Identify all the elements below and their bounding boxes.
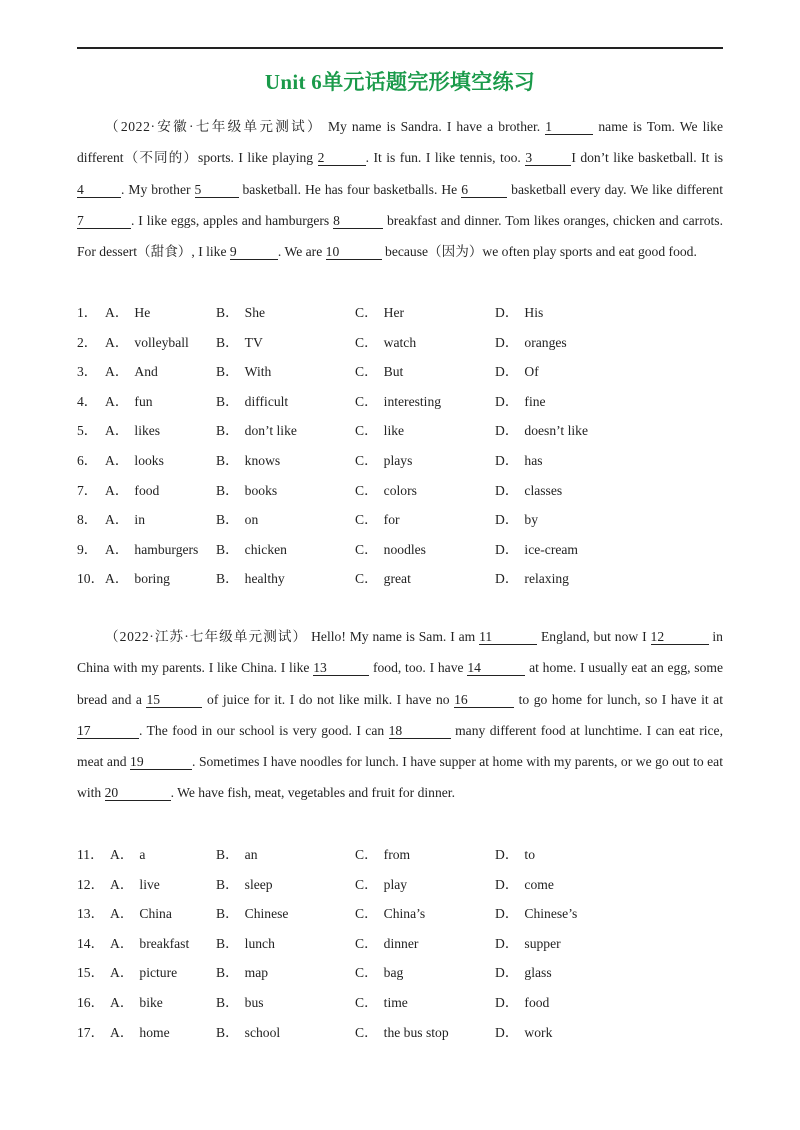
option-a[interactable]: A． volleyball	[105, 334, 189, 350]
question-row	[77, 1018, 723, 1048]
passage-text: England, but now I	[537, 629, 651, 644]
blank-20[interactable]: 20	[105, 785, 171, 801]
option-d[interactable]: D． His	[495, 305, 544, 320]
passage-text: name is Tom. We like different（不同的）sports. I like playing	[77, 119, 723, 166]
passage-text: in China with my parents. I like China. I like	[77, 629, 723, 676]
option-d[interactable]: D． glass	[495, 965, 552, 981]
option-c[interactable]: C． time	[355, 994, 408, 1010]
question-number: 1．	[77, 305, 98, 320]
passage-2	[77, 621, 723, 809]
option-a[interactable]: A． And	[105, 364, 158, 380]
passage-text: many different food at lunchtime. I can eat rice, meat and	[77, 722, 723, 770]
question-row	[77, 298, 723, 328]
option-c[interactable]: C． colors	[355, 482, 417, 498]
option-c[interactable]: C． dinner	[355, 935, 419, 951]
question-row	[77, 988, 723, 1018]
option-a[interactable]: A． likes	[105, 423, 161, 439]
question-row	[77, 840, 723, 870]
question-number: 4．	[77, 393, 98, 409]
option-a[interactable]: A． boring	[105, 571, 170, 587]
blank-5[interactable]: 5	[195, 182, 239, 198]
option-d[interactable]: D． by	[495, 512, 539, 528]
passage-text: basketball. He has four basketballs. He	[238, 181, 462, 197]
option-b[interactable]: B． don’t like	[216, 423, 297, 439]
option-c[interactable]: C． interesting	[355, 393, 442, 409]
question-row	[77, 446, 723, 476]
header-rule	[77, 47, 723, 49]
blank-15[interactable]: 15	[146, 692, 202, 708]
option-a[interactable]: A． hamburgers	[105, 541, 199, 557]
blank-6[interactable]: 6	[461, 182, 507, 198]
question-list-1	[77, 298, 723, 594]
question-row	[77, 564, 723, 594]
blank-17[interactable]: 17	[77, 723, 139, 739]
passage-text: breakfast and dinner. Tom likes oranges, chicken and carrots. For dessert（甜食）, I like	[77, 212, 723, 260]
option-d[interactable]: D． oranges	[495, 334, 567, 350]
option-d[interactable]: D． relaxing	[495, 571, 569, 587]
passage-source: （2022·江苏·七年级单元测试）	[105, 629, 308, 644]
passage-text: Hello! My name is Sam. I am	[307, 629, 480, 644]
question-row	[77, 958, 723, 988]
option-c[interactable]: C． play	[355, 876, 408, 892]
passage-text: I don’t like basketball. It is	[571, 150, 724, 166]
question-row	[77, 357, 723, 387]
option-b[interactable]: B． She	[216, 305, 266, 320]
option-a[interactable]: A． a	[110, 847, 146, 862]
question-row	[77, 505, 723, 535]
question-number: 12．	[77, 876, 105, 892]
passage-text: food, too. I have	[369, 660, 468, 676]
option-d[interactable]: D． doesn’t like	[495, 423, 588, 439]
option-c[interactable]: C． But	[355, 364, 404, 380]
option-b[interactable]: B． lunch	[216, 935, 275, 951]
option-b[interactable]: B． an	[216, 847, 258, 862]
blank-19[interactable]: 19	[130, 754, 192, 770]
blank-1[interactable]: 1	[545, 119, 593, 135]
option-b[interactable]: B． Chinese	[216, 906, 289, 922]
option-b[interactable]: B． bus	[216, 994, 264, 1010]
option-c[interactable]: C． from	[355, 847, 411, 862]
option-d[interactable]: D． has	[495, 452, 543, 468]
blank-8[interactable]: 8	[333, 213, 383, 229]
option-d[interactable]: D． supper	[495, 935, 561, 951]
option-d[interactable]: D． work	[495, 1024, 553, 1040]
option-b[interactable]: B． knows	[216, 452, 281, 468]
option-a[interactable]: A． picture	[110, 965, 178, 981]
option-b[interactable]: B． on	[216, 512, 259, 528]
blank-10[interactable]: 10	[326, 244, 382, 260]
blank-16[interactable]: 16	[454, 692, 514, 708]
option-a[interactable]: A． fun	[105, 393, 153, 409]
blank-11[interactable]: 11	[479, 629, 537, 645]
question-number: 3．	[77, 364, 98, 380]
option-a[interactable]: A． live	[110, 876, 160, 892]
passage-source: （2022·安徽·七年级单元测试）	[105, 119, 323, 134]
passage-text: to go home for lunch, so I have it at	[514, 691, 723, 707]
question-number: 13．	[77, 906, 105, 922]
question-list-2	[77, 840, 723, 1047]
question-row	[77, 929, 723, 959]
option-a[interactable]: A． food	[105, 482, 160, 498]
option-d[interactable]: D． classes	[495, 482, 563, 498]
passage-text: . The food in our school is very good. I can	[139, 722, 389, 738]
passage-text: of juice for it. I do not like milk. I have no	[202, 691, 455, 707]
option-d[interactable]: D． Chinese’s	[495, 906, 578, 922]
option-b[interactable]: B． school	[216, 1024, 281, 1040]
option-a[interactable]: A． in	[105, 512, 145, 528]
option-b[interactable]: B． sleep	[216, 876, 273, 892]
question-row	[77, 416, 723, 446]
question-row	[77, 870, 723, 900]
option-c[interactable]: C． bag	[355, 965, 404, 981]
question-number: 6．	[77, 452, 98, 468]
blank-9[interactable]: 9	[230, 244, 278, 260]
option-d[interactable]: D． ice-cream	[495, 541, 578, 557]
option-c[interactable]: C． the bus stop	[355, 1024, 449, 1040]
passage-text: . It is fun. I like tennis, too.	[365, 150, 526, 166]
option-c[interactable]: C． for	[355, 512, 400, 528]
passage-text: My name is Sandra. I have a brother.	[322, 119, 546, 134]
option-c[interactable]: C． noodles	[355, 541, 426, 557]
passage-text: . Sometimes I have noodles for lunch. I have supper at home with my parents, or we go out to eat with	[77, 754, 723, 801]
option-a[interactable]: A． bike	[110, 994, 163, 1010]
option-d[interactable]: D． Of	[495, 364, 539, 380]
option-b[interactable]: B． TV	[216, 334, 263, 350]
blank-4[interactable]: 4	[77, 182, 121, 198]
blank-2[interactable]: 2	[318, 150, 366, 166]
question-row	[77, 899, 723, 929]
passage-text: . We have fish, meat, vegetables and fruit for dinner.	[170, 785, 455, 801]
question-number: 16．	[77, 994, 105, 1010]
question-number: 11．	[77, 847, 104, 862]
passage-text: . My brother	[121, 181, 195, 197]
page-title: Unit 6单元话题完形填空练习	[264, 70, 536, 94]
question-number: 15．	[77, 965, 105, 981]
option-b[interactable]: B． chicken	[216, 541, 287, 557]
question-row	[77, 476, 723, 506]
question-number: 5．	[77, 423, 98, 439]
option-a[interactable]: A． looks	[105, 452, 164, 468]
question-number: 7．	[77, 482, 98, 498]
question-number: 14．	[77, 935, 105, 951]
option-d[interactable]: D． food	[495, 994, 550, 1010]
question-row	[77, 328, 723, 358]
blank-7[interactable]: 7	[77, 213, 131, 229]
blank-12[interactable]: 12	[651, 629, 709, 645]
blank-14[interactable]: 14	[467, 660, 525, 676]
option-b[interactable]: B． books	[216, 482, 278, 498]
question-number: 2．	[77, 334, 98, 350]
passage-text: at home. I usually eat an egg, some bread and a	[77, 660, 724, 707]
question-number: 17．	[77, 1024, 105, 1040]
option-a[interactable]: A． breakfast	[110, 935, 190, 951]
option-b[interactable]: B． map	[216, 965, 269, 981]
question-number: 9．	[77, 541, 98, 557]
option-b[interactable]: B． healthy	[216, 571, 285, 587]
option-c[interactable]: C． watch	[355, 334, 417, 350]
option-a[interactable]: A． home	[110, 1024, 170, 1040]
passage-text: basketball every day. We like different	[507, 181, 724, 197]
option-c[interactable]: C． Her	[355, 305, 405, 320]
question-number: 10．	[77, 571, 105, 587]
option-d[interactable]: D． fine	[495, 393, 546, 409]
passage-1	[77, 111, 723, 267]
option-c[interactable]: C． plays	[355, 452, 413, 468]
passage-text: . I like eggs, apples and hamburgers	[131, 212, 334, 228]
option-a[interactable]: A． He	[105, 305, 151, 320]
question-row	[77, 535, 723, 565]
question-row	[77, 387, 723, 417]
passage-text: because（因为）we often play sports and eat good food.	[381, 244, 697, 260]
question-number: 8．	[77, 512, 98, 528]
blank-13[interactable]: 13	[313, 660, 369, 676]
blank-3[interactable]: 3	[525, 150, 571, 166]
passage-text: . We are	[277, 244, 326, 260]
option-c[interactable]: C． like	[355, 423, 405, 439]
option-b[interactable]: B． With	[216, 364, 272, 380]
blank-18[interactable]: 18	[389, 723, 451, 739]
option-b[interactable]: B． difficult	[216, 393, 289, 409]
option-c[interactable]: C． China’s	[355, 906, 426, 922]
option-d[interactable]: D． come	[495, 876, 554, 892]
option-a[interactable]: A． China	[110, 906, 172, 922]
option-d[interactable]: D． to	[495, 847, 535, 862]
option-c[interactable]: C． great	[355, 571, 411, 587]
